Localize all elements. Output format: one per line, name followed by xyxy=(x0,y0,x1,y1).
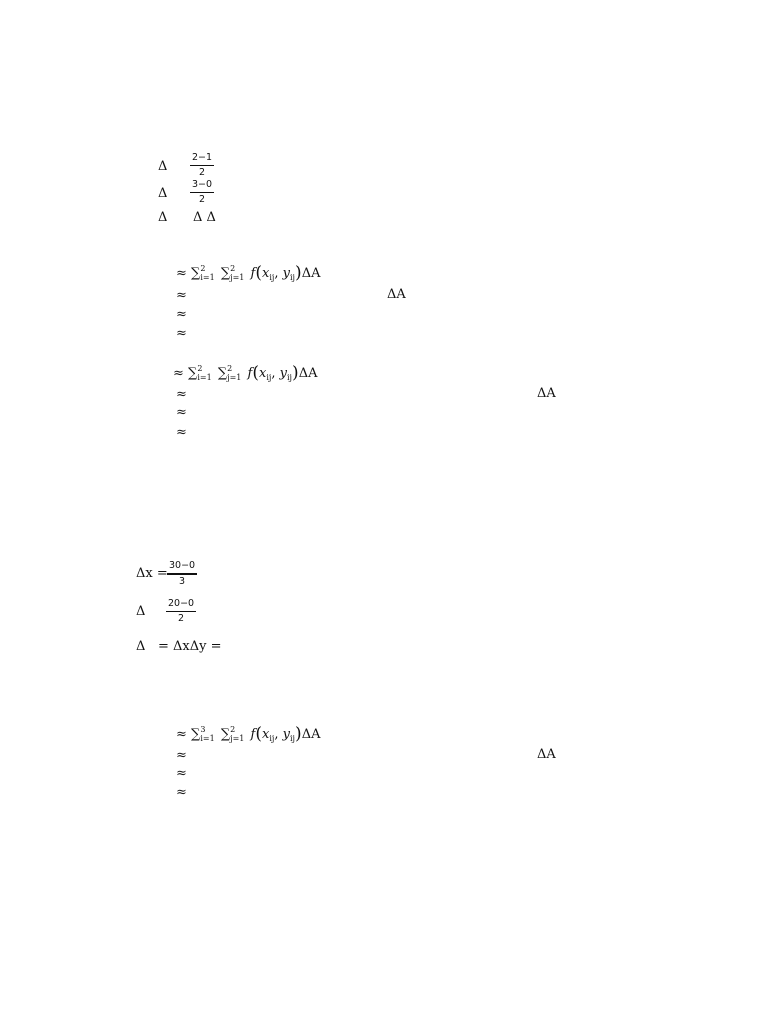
sum-a-formula: ≈ ∑ 2 i=1 ∑ 2 j=1 $f(x_{ij}$, $y_{ij})\Delta A$ xyxy=(176,263,321,283)
delta-a-rhs: Δ Δ xyxy=(193,210,216,225)
delta-y-symbol: Δ xyxy=(158,186,168,201)
sum-c-approx-line-1: ≈ xyxy=(176,748,187,763)
sum-a-approx-line-2: ≈ xyxy=(176,307,187,322)
sum-b-approx-line-2: ≈ xyxy=(176,405,187,420)
sum-b-approx-line-1: ≈ xyxy=(176,387,187,402)
dy-delta-symbol: Δ xyxy=(136,604,146,619)
sum-a-approx-line-3: ≈ xyxy=(176,326,187,341)
sum-b-formula: ≈ ∑ 2 i=1 ∑ 2 j=1 $f(x_{ij}$, $y_{ij})\Delta A$ xyxy=(173,363,318,383)
da-delta-symbol: Δ xyxy=(136,639,146,654)
delta-y-fraction: $\frac{3-0}{2}$ xyxy=(192,179,213,205)
sum-b-approx-line-3: ≈ xyxy=(176,425,187,440)
sum-c-approx-line-2: ≈ xyxy=(176,766,187,781)
sum-b-line-dA: ΔA xyxy=(537,386,556,401)
sum-c-approx-line-3: ≈ xyxy=(176,785,187,800)
delta-x-symbol: Δ xyxy=(158,159,168,174)
sum-a-approx-line-1: ≈ xyxy=(176,288,187,303)
delta-x-fraction: $\frac{2-1}{2}$ xyxy=(192,152,213,178)
sum-c-formula: ≈ ∑ 3 i=1 ∑ 2 j=1 $f(x_{ij}$, $y_{ij})\Delta A$ xyxy=(176,724,321,744)
dx-label: Δx = xyxy=(136,566,168,581)
dx-fraction: $\frac{30-0}{3}$ xyxy=(169,560,196,587)
sum-a-line-dA: ΔA xyxy=(387,287,406,302)
da-rhs: = ΔxΔy = xyxy=(158,639,222,654)
sum-c-line-dA: ΔA xyxy=(537,747,556,762)
delta-a-symbol: Δ xyxy=(158,210,168,225)
dy-fraction: $\frac{20-0}{2}$ xyxy=(168,598,195,624)
